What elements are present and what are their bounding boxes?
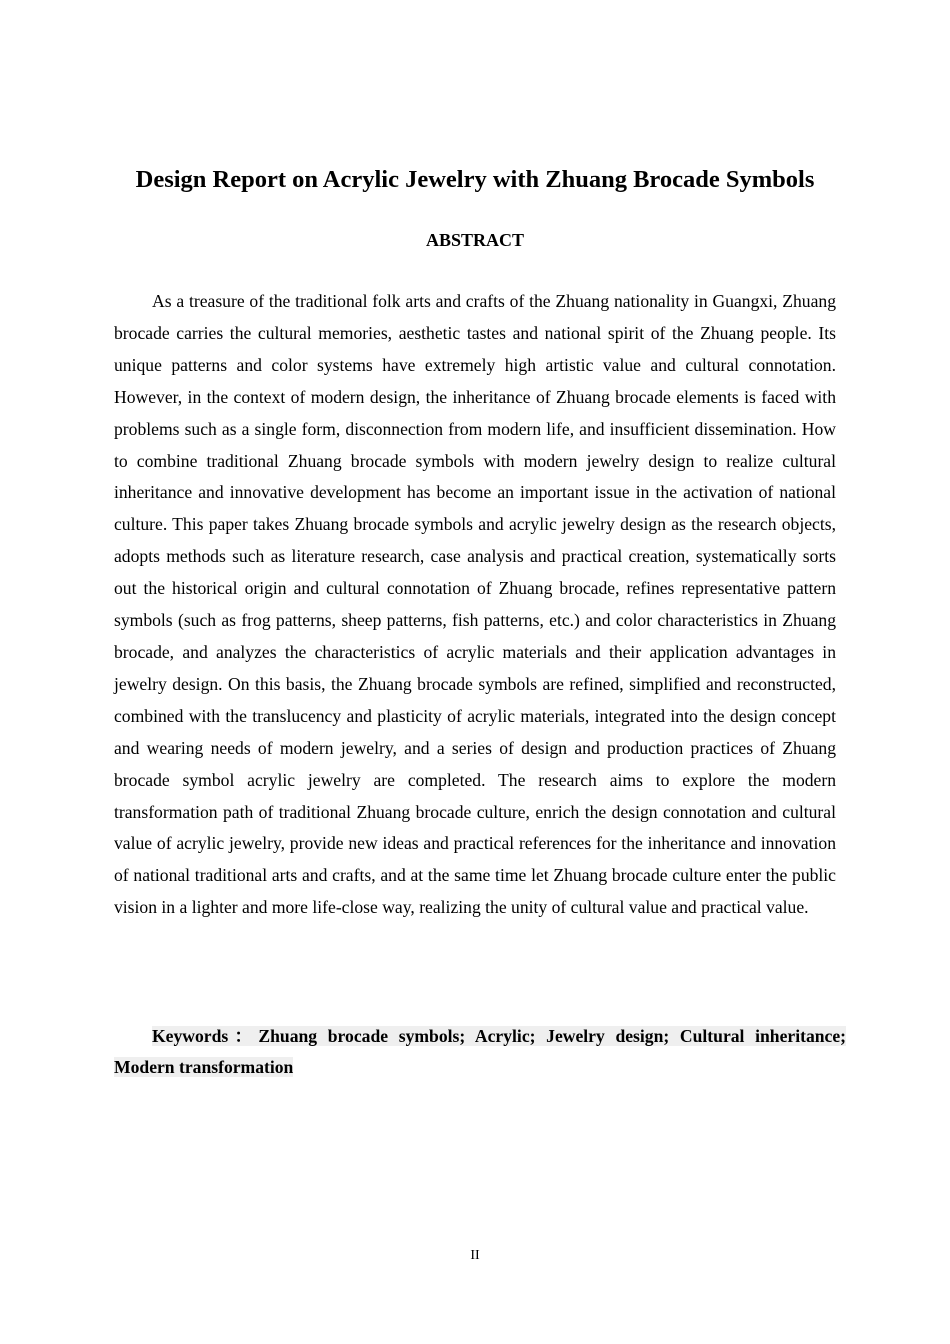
abstract-paragraph: As a treasure of the traditional folk arts and crafts of the Zhuang nationality in Guangxi, Zhuang brocade carries the cultural memories, aesthetic tastes and national spirit of the Zhuang people. Its unique patterns and color systems have extremely high artistic value and cultural connotation. However, in the context of modern design, the inheritance of Zhuang brocade elements is faced with problems such as a single form, disconnection from modern life, and insufficient dissemination. How to combine traditional Zhuang brocade symbols with modern jewelry design to realize cultural inheritance and innovative development has become an important issue in the activation of national culture. This paper takes Zhuang brocade symbols and acrylic jewelry design as the research objects, adopts methods such as literature research, case analysis and practical creation, systematically sorts out the historical origin and cultural connotation of Zhuang brocade, refines representative pattern symbols (such as frog patterns, sheep patterns, fish patterns, etc.) and color characteristics in Zhuang brocade, and analyzes the characteristics of acrylic materials and their application advantages in jewelry design. On this basis, the Zhuang brocade symbols are refined, simplified and reconstructed, combined with the translucency and plasticity of acrylic materials, integrated into the design concept and wearing needs of modern jewelry, and a series of design and production practices of Zhuang brocade symbol acrylic jewelry are completed. The research aims to explore the modern transformation path of traditional Zhuang brocade culture, enrich the design connotation and cultural value of acrylic jewelry, provide new ideas and practical references for the inheritance and innovation of national traditional arts and crafts, and at the same time let Zhuang brocade culture enter the public vision in a lighter and more life-close way, realizing the unity of cultural value and practical value. <box>114 291 836 918</box>
page-number: II <box>470 1248 480 1263</box>
keywords-label: Keywords： <box>152 1026 259 1046</box>
keywords-list: Zhuang brocade symbols; Acrylic; Jewelry design; Cultural inheritance; Modern transformation <box>114 1026 847 1077</box>
keywords-line <box>114 1021 846 1083</box>
document-title: Design Report on Acrylic Jewelry with Zhuang Brocade Symbols <box>135 166 815 193</box>
abstract-heading: ABSTRACT <box>425 230 525 250</box>
